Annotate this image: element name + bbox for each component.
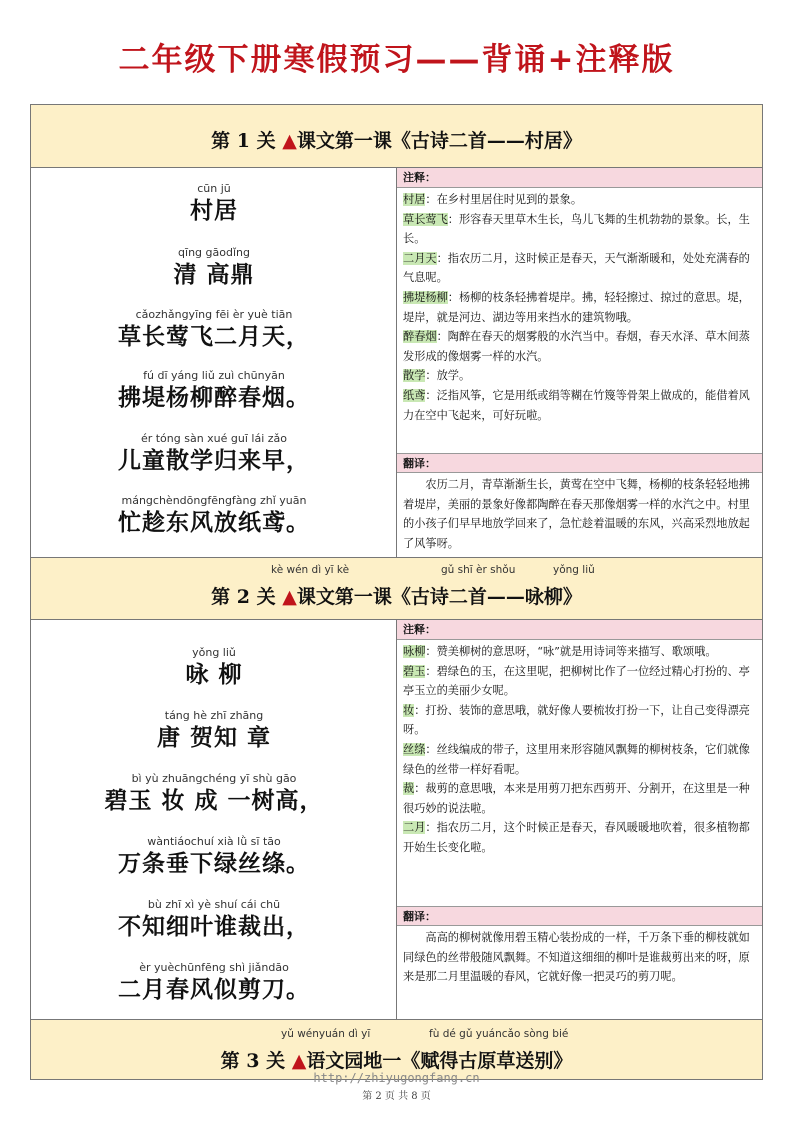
poem-title: 咏 柳 (185, 661, 243, 688)
note-text: ：放学。 (425, 369, 471, 383)
notes-label: 注释： (397, 168, 762, 188)
poem-verse: 儿童散学归来早， (118, 447, 310, 474)
translation-label: 翻译： (397, 906, 762, 926)
note-item (403, 740, 756, 779)
section-3-lesson: 语文园地一 (306, 1050, 402, 1072)
notes-label: 注释： (397, 620, 762, 640)
triangle-marker-icon: ▲ (291, 1050, 307, 1072)
pinyin: cūn jū (197, 182, 231, 195)
pinyin: qīng gāodǐng (178, 246, 250, 259)
note-text: ：打扮、装饰的意思哦，就好像人要梳妆打扮一下，让自己变得漂亮呀。 (403, 703, 750, 737)
section-2-lesson: 课文第一课 (296, 586, 392, 608)
poem-line (31, 494, 397, 538)
note-text: ：碧绿色的玉，在这里呢，把柳树比作了一位经过精心打扮的、亭亭玉立的美丽少女呢。 (403, 664, 750, 698)
note-text: ：指农历二月，这个时候正是春天，春风暖暖地吹着，很多植物都开始生长变化啦。 (403, 821, 750, 854)
pinyin: yǒng liǔ (192, 646, 236, 659)
poem-verse: 忙趁东风放纸鸢。 (118, 509, 310, 536)
note-term: 二月 (403, 821, 426, 835)
section-1-header (31, 105, 762, 168)
note-text: ：裁剪的意思哦，本来是用剪刀把东西剪开、分割开，在这里是一种很巧妙的说法啦。 (403, 782, 750, 815)
header-pinyin: yǔ wényuán dì yī (281, 1028, 371, 1040)
section-1-notes (397, 168, 762, 557)
triangle-marker-icon: ▲ (282, 586, 297, 608)
section-2-title (31, 582, 762, 609)
note-term: 二月天 (403, 251, 437, 265)
section-2-poem (31, 620, 397, 1019)
section-1-prefix: 第 1 关 (211, 130, 276, 152)
poem-line (31, 772, 397, 816)
section-2-notes (397, 620, 762, 1019)
poem-verse: 碧玉 妆 成 一树高， (104, 787, 324, 814)
section-3-title (31, 1046, 762, 1073)
section-1-title (31, 126, 762, 153)
pinyin: èr yuèchūnfēng shì jiǎndāo (139, 961, 289, 974)
poem-verse: 拂堤杨柳醉春烟。 (118, 384, 310, 411)
section-1-poem (31, 168, 397, 557)
poem-line (31, 308, 397, 352)
poem-line (31, 432, 397, 476)
pinyin: bì yù zhuāngchéng yī shù gāo (131, 772, 297, 785)
poem-line (31, 182, 397, 226)
note-term: 妆 (403, 703, 415, 717)
notes-list (397, 640, 762, 858)
poem-verse: 不知细叶谁裁出， (118, 913, 310, 940)
note-item (403, 779, 756, 818)
footer-url: http://zhiyugongfang.cn (313, 1071, 480, 1085)
section-2-prefix: 第 2 关 (211, 586, 276, 608)
poem-author: 清 高鼎 (173, 261, 255, 288)
note-term: 碧玉 (403, 664, 426, 678)
note-item (403, 701, 756, 740)
note-term: 村居 (403, 193, 426, 206)
pinyin: ér tóng sàn xué guī lái zǎo (140, 432, 288, 445)
note-text: ：泛指风筝，它是用纸或绢等糊在竹篾等骨架上做成的，能借着风力在空中飞起来，可好玩啦。 (403, 388, 750, 422)
note-term: 咏柳 (403, 645, 426, 658)
pinyin: táng hè zhī zhāng (164, 709, 264, 722)
poem-line (31, 646, 397, 690)
pinyin: fú dī yáng liǔ zuì chūnyān (143, 369, 285, 382)
note-item (403, 386, 756, 425)
note-text: ：杨柳的枝条轻拂着堤岸。拂，轻轻擦过、掠过的意思。堤，堤岸，就是河边、湖边等用来挡水的建筑物哦。 (403, 290, 750, 324)
pinyin: mángchèndōngfēngfàng zhǐ yuān (121, 494, 307, 507)
translation-text: 农历二月，青草渐渐生长，黄莺在空中飞舞，杨柳的枝条轻轻地拂着堤岸，美丽的景象好像都陶醉在春天那像烟雾一样的水汽之中。村里的小孩子们早早地放学回来了，急忙趁着温暖的东风，兴高采烈地放起了风筝呀。 (403, 478, 750, 550)
poem-line (31, 898, 397, 942)
section-3-prefix: 第 3 关 (220, 1050, 286, 1072)
note-item (403, 662, 756, 701)
section-3-header (31, 1019, 762, 1079)
poem-author: 唐 贺知 章 (156, 724, 271, 751)
note-term: 散学 (403, 369, 426, 383)
pinyin: cǎozhǎngyīng fēi èr yuè tiān (135, 308, 293, 321)
poem-verse: 二月春风似剪刀。 (118, 976, 310, 1003)
poem-verse: 草长莺飞二月天， (118, 323, 310, 350)
note-item (403, 642, 756, 662)
note-item (403, 288, 756, 327)
poem-line (31, 961, 397, 1005)
note-text: ：形容春天里草木生长，鸟儿飞舞的生机勃勃的景象。长，生长。 (403, 212, 750, 246)
section-2-book: 《古诗二首——咏柳》 (391, 586, 582, 608)
note-item (403, 249, 756, 288)
page-title: 二年级下册寒假预习——背诵+注释版 (118, 42, 675, 78)
poem-line (31, 835, 397, 879)
poem-line (31, 369, 397, 413)
note-text: ：赞美柳树的意思呀，“咏”就是用诗词等来描写、歌颂哦。 (425, 645, 717, 658)
poem-line (31, 246, 397, 290)
note-item (403, 190, 756, 210)
section-1-book: 《古诗二首——村居》 (391, 130, 582, 152)
header-pinyin: fù dé gǔ yuáncǎo sòng bié (429, 1028, 569, 1040)
translation-text: 高高的柳树就像用碧玉精心装扮成的一样，千万条下垂的柳枝就如同绿色的丝带般随风飘舞。不知道这细细的柳叶是谁裁剪出来的呀，原来是那二月里温暖的春风，它就好像一把灵巧的剪刀呢。 (403, 931, 750, 984)
triangle-marker-icon: ▲ (282, 130, 297, 152)
pinyin: wàntiáochuí xià lǜ sī tāo (147, 835, 281, 848)
page-number: 第 2 页 共 8 页 (362, 1091, 431, 1102)
note-term: 拂堤杨柳 (403, 290, 448, 304)
poem-title: 村居 (190, 197, 238, 224)
note-text: ：指农历二月，这时候正是春天，天气渐渐暖和，处处充满春的气息呢。 (403, 251, 750, 285)
header-pinyin: gǔ shī èr shǒu (441, 564, 516, 576)
content-frame (30, 104, 763, 1080)
note-term: 醉春烟 (403, 330, 437, 344)
notes-list (397, 188, 762, 425)
note-term: 草长莺飞 (403, 212, 448, 226)
poem-verse: 万条垂下绿丝绦。 (118, 850, 310, 877)
note-term: 纸鸢 (403, 388, 426, 402)
header-pinyin: kè wén dì yī kè (271, 564, 350, 576)
pinyin: bù zhī xì yè shuí cái chū (147, 898, 281, 911)
section-1-lesson: 课文第一课 (296, 130, 392, 152)
note-text: ：丝线编成的带子，这里用来形容随风飘舞的柳树枝条，它们就像绿色的丝带一样好看呢。 (403, 742, 750, 776)
note-term: 丝绦 (403, 742, 426, 756)
section-2-header (31, 557, 762, 620)
note-text: ：陶醉在春天的烟雾般的水汽当中。春烟，春天水泽、草木间蒸发形成的像烟雾一样的水汽。 (403, 330, 750, 363)
note-item (403, 327, 756, 366)
note-item (403, 210, 756, 249)
note-item (403, 818, 756, 857)
note-item (403, 366, 756, 386)
header-pinyin: yǒng liǔ (553, 564, 595, 576)
note-text: ：在乡村里居住时见到的景象。 (425, 193, 583, 206)
poem-line (31, 709, 397, 753)
note-term: 裁 (403, 782, 415, 796)
section-3-book: 《赋得古原草送别》 (401, 1050, 573, 1072)
translation-label: 翻译： (397, 453, 762, 473)
